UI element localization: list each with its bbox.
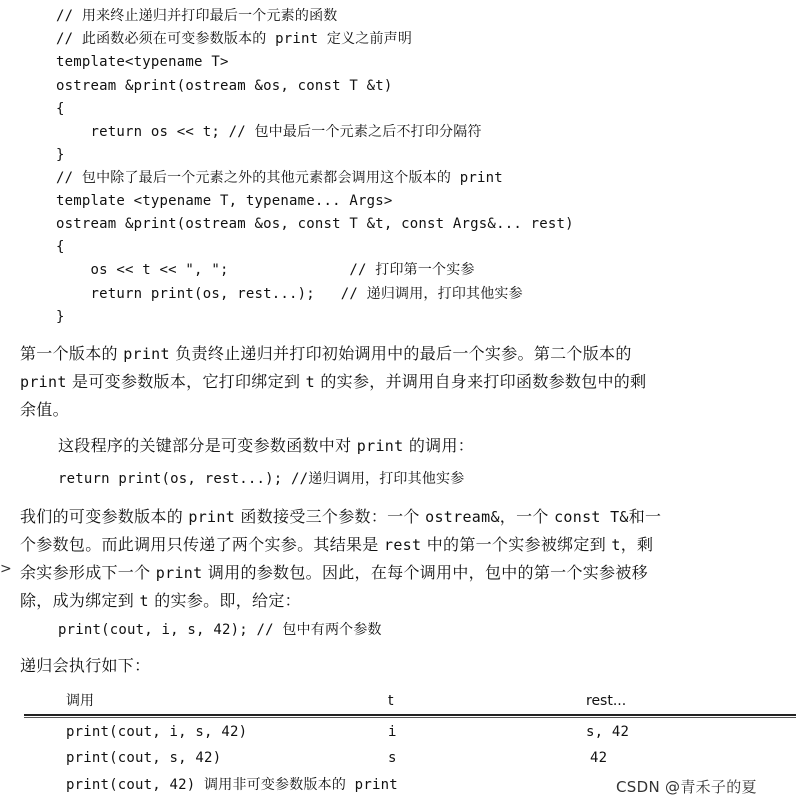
text-span: 的调用： bbox=[403, 436, 475, 455]
table-row-1-call: print(cout, i, s, 42) bbox=[66, 724, 248, 740]
inline-code: t bbox=[139, 592, 149, 610]
paragraph-recursion-intro: 递归会执行如下： bbox=[20, 656, 151, 675]
code-line-3: template<typename T> bbox=[56, 54, 229, 70]
text-span: 是可变参数版本，它打印绑定到 bbox=[66, 372, 306, 391]
text-span: 调用的参数包。因此，在每个调用中，包中的第一个实参被移 bbox=[202, 563, 648, 582]
code-snippet-recursive-call: return print(os, rest...); //递归调用，打印其他实参 bbox=[58, 471, 465, 487]
code-line-6: return os << t; // 包中最后一个元素之后不打印分隔符 bbox=[56, 124, 482, 140]
paragraph-1-line-2 bbox=[20, 368, 646, 396]
text-span: 的实参，并调用自身来打印函数参数包中的剩 bbox=[314, 372, 647, 391]
table-header-call: 调用 bbox=[66, 693, 94, 709]
text-span: ，一个 bbox=[499, 507, 555, 526]
csdn-watermark: CSDN @青禾子的夏 bbox=[616, 778, 757, 796]
text-span: 除，成为绑定到 bbox=[20, 591, 140, 610]
inline-code: print bbox=[123, 345, 170, 363]
text-span: 这段程序的关键部分是可变参数函数中对 bbox=[58, 436, 357, 455]
inline-code: ostream& bbox=[425, 508, 500, 526]
code-line-1: // 用来终止递归并打印最后一个元素的函数 bbox=[56, 8, 338, 24]
paragraph-1-line-1 bbox=[20, 340, 632, 368]
paragraph-3-line-1 bbox=[20, 503, 661, 531]
inline-code: t bbox=[305, 373, 315, 391]
inline-code: rest bbox=[384, 536, 422, 554]
code-line-10: ostream &print(ostream &os, const T &t, const Args&... rest) bbox=[56, 216, 574, 232]
text-span: 的实参。即，给定： bbox=[148, 591, 301, 610]
paragraph-1-line-3: 余值。 bbox=[20, 400, 69, 419]
inline-code: print bbox=[155, 564, 203, 582]
code-line-14: } bbox=[56, 309, 65, 325]
text-span: 中的第一个实参被绑定到 bbox=[421, 535, 612, 554]
table-top-rule-thin bbox=[24, 717, 796, 718]
code-line-13: return print(os, rest...); // 递归调用，打印其他实参 bbox=[56, 286, 523, 302]
text-span: ，剩 bbox=[620, 535, 654, 554]
text-span: 负责终止递归并打印初始调用中的最后一个实参。第二个版本的 bbox=[169, 344, 632, 363]
table-row-1-t: i bbox=[388, 724, 397, 740]
table-row-2-call: print(cout, s, 42) bbox=[66, 750, 222, 766]
paragraph-key-part bbox=[58, 432, 474, 460]
text-span: 函数接受三个参数：一个 bbox=[235, 507, 426, 526]
text-span: 和一 bbox=[628, 507, 662, 526]
code-line-7: } bbox=[56, 147, 65, 163]
table-row-2-t: s bbox=[388, 750, 397, 766]
table-header-rest: rest... bbox=[586, 693, 627, 709]
text-span: 个参数包。而此调用只传递了两个实参。其结果是 bbox=[20, 535, 384, 554]
inline-code: print bbox=[20, 373, 67, 391]
code-line-4: ostream &print(ostream &os, const T &t) bbox=[56, 78, 393, 94]
inline-code: print bbox=[188, 508, 236, 526]
code-snippet-print-call: print(cout, i, s, 42); // 包中有两个参数 bbox=[58, 622, 382, 638]
table-row-2-rest: 42 bbox=[590, 750, 608, 766]
paragraph-3-line-2 bbox=[20, 531, 653, 559]
code-line-8: // 包中除了最后一个元素之外的其他元素都会调用这个版本的 print bbox=[56, 170, 503, 186]
paragraph-3-line-4 bbox=[20, 587, 301, 615]
code-line-2: // 此函数必须在可变参数版本的 print 定义之前声明 bbox=[56, 31, 413, 47]
code-line-9: template <typename T, typename... Args> bbox=[56, 193, 393, 209]
inline-code: t bbox=[611, 536, 621, 554]
text-span: 第一个版本的 bbox=[20, 344, 124, 363]
table-row-1-rest: s, 42 bbox=[586, 724, 630, 740]
paragraph-3-line-3 bbox=[20, 559, 648, 587]
margin-marker: > bbox=[0, 561, 12, 577]
code-line-5: { bbox=[56, 101, 65, 117]
text-span: 余实参形成下一个 bbox=[20, 563, 156, 582]
text-span: 我们的可变参数版本的 bbox=[20, 507, 189, 526]
table-top-rule bbox=[24, 714, 796, 716]
inline-code: print bbox=[356, 437, 404, 455]
inline-code: const T& bbox=[554, 508, 629, 526]
code-line-11: { bbox=[56, 239, 65, 255]
table-header-t: t bbox=[388, 693, 394, 709]
table-row-3-call: print(cout, 42) 调用非可变参数版本的 print bbox=[66, 777, 398, 793]
code-line-12: os << t << ", "; // 打印第一个实参 bbox=[56, 262, 475, 278]
